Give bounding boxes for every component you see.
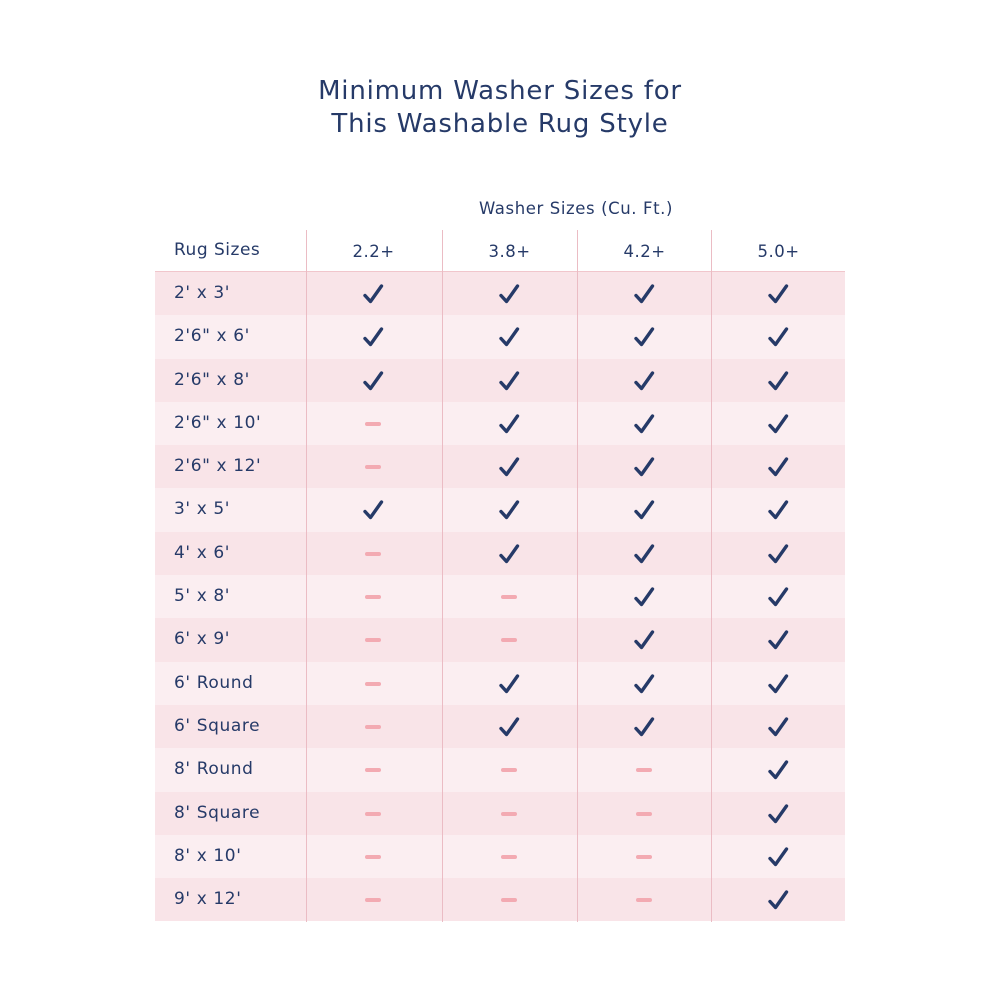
dash-icon bbox=[636, 768, 652, 772]
rug-size-label: 8' Square bbox=[174, 802, 261, 823]
check-icon bbox=[767, 543, 789, 565]
fit-cell bbox=[577, 705, 712, 748]
dash-icon bbox=[636, 898, 652, 902]
dash-icon bbox=[636, 812, 652, 816]
fit-cell bbox=[306, 878, 441, 921]
fit-cell bbox=[711, 359, 846, 402]
table-row bbox=[155, 532, 845, 575]
fit-cell bbox=[306, 792, 441, 835]
fit-cell bbox=[711, 878, 846, 921]
dash-icon bbox=[501, 768, 517, 772]
rug-size-label: 6' Square bbox=[174, 715, 261, 736]
fit-cell bbox=[577, 835, 712, 878]
check-icon bbox=[767, 586, 789, 608]
fit-cell bbox=[442, 878, 577, 921]
fit-cell bbox=[442, 532, 577, 575]
fit-cell bbox=[711, 835, 846, 878]
check-icon bbox=[498, 673, 520, 695]
table-row bbox=[155, 402, 845, 445]
fit-cell bbox=[306, 835, 441, 878]
fit-cell bbox=[442, 748, 577, 791]
check-icon bbox=[767, 629, 789, 651]
dash-icon bbox=[365, 638, 381, 642]
rug-size-label: 2'6" x 10' bbox=[174, 412, 262, 433]
check-icon bbox=[633, 543, 655, 565]
fit-cell bbox=[577, 748, 712, 791]
fit-cell bbox=[577, 792, 712, 835]
check-icon bbox=[633, 586, 655, 608]
rug-size-label: 2'6" x 8' bbox=[174, 369, 250, 390]
column-divider bbox=[442, 230, 443, 922]
dash-icon bbox=[365, 855, 381, 859]
fit-cell bbox=[577, 662, 712, 705]
check-icon bbox=[362, 283, 384, 305]
dash-icon bbox=[365, 898, 381, 902]
fit-cell bbox=[442, 315, 577, 358]
check-icon bbox=[767, 673, 789, 695]
table-row bbox=[155, 272, 845, 315]
fit-cell bbox=[306, 575, 441, 618]
rug-sizes-header: Rug Sizes bbox=[174, 240, 261, 260]
fit-cell bbox=[306, 618, 441, 661]
dash-icon bbox=[636, 855, 652, 859]
rug-size-label: 9' x 12' bbox=[174, 889, 242, 910]
fit-cell bbox=[577, 272, 712, 315]
fit-cell bbox=[711, 315, 846, 358]
rug-size-label: 6' x 9' bbox=[174, 629, 231, 650]
fit-cell bbox=[577, 488, 712, 531]
dash-icon bbox=[365, 422, 381, 426]
check-icon bbox=[633, 326, 655, 348]
dash-icon bbox=[365, 725, 381, 729]
check-icon bbox=[498, 413, 520, 435]
fit-cell bbox=[306, 402, 441, 445]
check-icon bbox=[767, 283, 789, 305]
check-icon bbox=[498, 370, 520, 392]
check-icon bbox=[767, 456, 789, 478]
fit-cell bbox=[306, 662, 441, 705]
check-icon bbox=[498, 326, 520, 348]
check-icon bbox=[767, 370, 789, 392]
fit-cell bbox=[711, 445, 846, 488]
fit-cell bbox=[442, 488, 577, 531]
fit-cell bbox=[577, 359, 712, 402]
rug-size-label: 8' Round bbox=[174, 759, 254, 780]
table-header-row bbox=[155, 230, 845, 272]
check-icon bbox=[633, 673, 655, 695]
fit-cell bbox=[577, 445, 712, 488]
dash-icon bbox=[365, 465, 381, 469]
fit-cell bbox=[577, 402, 712, 445]
check-icon bbox=[633, 370, 655, 392]
fit-cell bbox=[306, 445, 441, 488]
fit-cell bbox=[577, 618, 712, 661]
fit-cell bbox=[442, 445, 577, 488]
dash-icon bbox=[501, 812, 517, 816]
fit-cell bbox=[442, 575, 577, 618]
fit-cell bbox=[711, 748, 846, 791]
rug-size-label: 6' Round bbox=[174, 672, 254, 693]
fit-cell bbox=[711, 402, 846, 445]
column-header-3-8: 3.8+ bbox=[488, 242, 531, 261]
fit-cell bbox=[306, 748, 441, 791]
page-title bbox=[0, 75, 1000, 141]
fit-cell bbox=[577, 878, 712, 921]
fit-cell bbox=[711, 532, 846, 575]
rug-size-label: 5' x 8' bbox=[174, 586, 231, 607]
table-row bbox=[155, 748, 845, 791]
check-icon bbox=[498, 716, 520, 738]
rug-size-label: 2' x 3' bbox=[174, 283, 231, 303]
table-row bbox=[155, 359, 845, 402]
column-header-5-0: 5.0+ bbox=[757, 242, 800, 261]
check-icon bbox=[633, 283, 655, 305]
check-icon bbox=[767, 759, 789, 781]
check-icon bbox=[767, 326, 789, 348]
check-icon bbox=[362, 499, 384, 521]
check-icon bbox=[498, 456, 520, 478]
table-row bbox=[155, 662, 845, 705]
fit-cell bbox=[442, 835, 577, 878]
table-row bbox=[155, 705, 845, 748]
check-icon bbox=[633, 716, 655, 738]
check-icon bbox=[767, 889, 789, 911]
table-row bbox=[155, 618, 845, 661]
check-icon bbox=[633, 456, 655, 478]
dash-icon bbox=[365, 682, 381, 686]
check-icon bbox=[767, 499, 789, 521]
fit-cell bbox=[442, 662, 577, 705]
table-row bbox=[155, 445, 845, 488]
fit-cell bbox=[442, 272, 577, 315]
column-divider bbox=[711, 230, 712, 922]
table-row bbox=[155, 878, 845, 921]
fit-cell bbox=[442, 359, 577, 402]
check-icon bbox=[767, 803, 789, 825]
table-row bbox=[155, 315, 845, 358]
fit-cell bbox=[711, 705, 846, 748]
check-icon bbox=[633, 629, 655, 651]
check-icon bbox=[362, 326, 384, 348]
dash-icon bbox=[365, 552, 381, 556]
table-row bbox=[155, 488, 845, 531]
dash-icon bbox=[365, 812, 381, 816]
fit-cell bbox=[442, 402, 577, 445]
dash-icon bbox=[501, 595, 517, 599]
column-divider bbox=[577, 230, 578, 922]
check-icon bbox=[633, 499, 655, 521]
dash-icon bbox=[501, 898, 517, 902]
title-line-2: This Washable Rug Style bbox=[331, 109, 669, 139]
fit-cell bbox=[711, 272, 846, 315]
column-header-2-2: 2.2+ bbox=[352, 242, 395, 261]
fit-cell bbox=[577, 575, 712, 618]
fit-cell bbox=[306, 315, 441, 358]
check-icon bbox=[633, 413, 655, 435]
dash-icon bbox=[365, 595, 381, 599]
table-row bbox=[155, 575, 845, 618]
column-header-4-2: 4.2+ bbox=[623, 242, 666, 261]
fit-cell bbox=[442, 705, 577, 748]
rug-size-label: 3' x 5' bbox=[174, 499, 231, 520]
check-icon bbox=[498, 543, 520, 565]
fit-cell bbox=[306, 705, 441, 748]
check-icon bbox=[498, 283, 520, 305]
title-line-1: Minimum Washer Sizes for bbox=[318, 76, 682, 106]
fit-cell bbox=[306, 272, 441, 315]
fit-cell bbox=[577, 532, 712, 575]
rug-size-label: 8' x 10' bbox=[174, 845, 242, 866]
fit-cell bbox=[711, 662, 846, 705]
fit-cell bbox=[306, 532, 441, 575]
table-row bbox=[155, 835, 845, 878]
table-body bbox=[155, 272, 845, 921]
dash-icon bbox=[501, 855, 517, 859]
dash-icon bbox=[365, 768, 381, 772]
fit-cell bbox=[711, 488, 846, 531]
fit-cell bbox=[711, 618, 846, 661]
fit-cell bbox=[577, 315, 712, 358]
table-row bbox=[155, 792, 845, 835]
fit-cell bbox=[711, 792, 846, 835]
fit-cell bbox=[442, 792, 577, 835]
dash-icon bbox=[501, 638, 517, 642]
fit-cell bbox=[306, 359, 441, 402]
check-icon bbox=[498, 499, 520, 521]
check-icon bbox=[362, 370, 384, 392]
column-divider bbox=[306, 230, 307, 922]
check-icon bbox=[767, 413, 789, 435]
rug-size-label: 2'6" x 12' bbox=[174, 456, 262, 477]
fit-cell bbox=[711, 575, 846, 618]
check-icon bbox=[767, 846, 789, 868]
fit-cell bbox=[442, 618, 577, 661]
rug-size-label: 2'6" x 6' bbox=[174, 326, 250, 347]
washer-sizes-header: Washer Sizes (Cu. Ft.) bbox=[478, 199, 674, 218]
check-icon bbox=[767, 716, 789, 738]
rug-size-label: 4' x 6' bbox=[174, 542, 231, 563]
fit-cell bbox=[306, 488, 441, 531]
